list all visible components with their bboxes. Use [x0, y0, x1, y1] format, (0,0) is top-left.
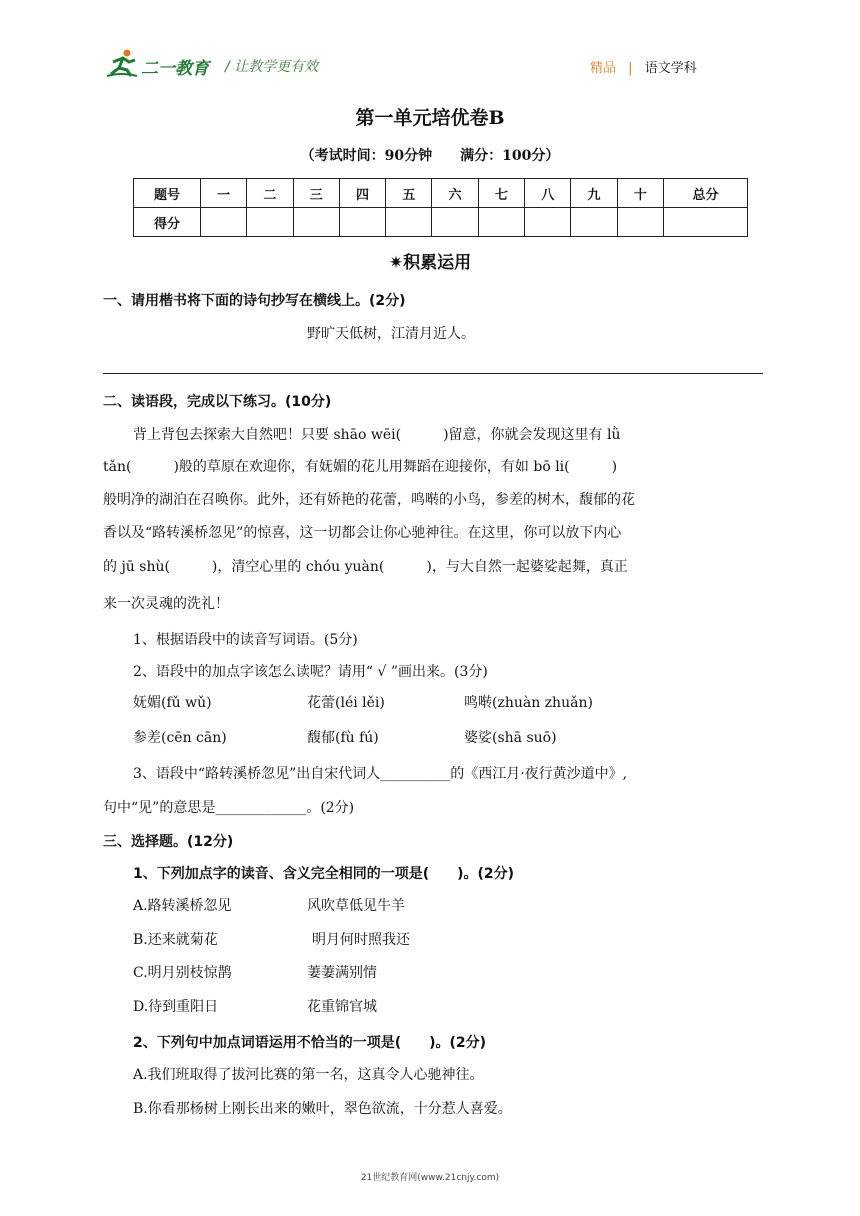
table-cell: 三 [293, 179, 339, 208]
mc-question-2: 2、下列句中加点词语运用不恰当的一项是( )。(2分) [133, 1035, 487, 1051]
score-input-cell[interactable] [293, 208, 339, 237]
header-separator: | [628, 61, 633, 76]
choice-item[interactable]: 鸣啭(zhuàn zhuǎn) [464, 695, 593, 711]
header-right [590, 57, 697, 76]
score-table-score-row [134, 208, 748, 237]
question-3-title: 三、选择题。(12分) [103, 834, 234, 850]
option-d-right: 花重锦官城 [307, 999, 377, 1015]
exam-info: （考试时间：90分钟 满分：100分） [300, 148, 560, 164]
logo [105, 48, 230, 80]
choice-item[interactable]: 花蕾(léi lěi) [307, 695, 385, 711]
table-cell: 六 [432, 179, 478, 208]
paragraph-line: 背上背包去探索大自然吧！只要 shāo wēi( )留意，你就会发现这里有 lǜ [133, 427, 621, 443]
choice-item[interactable]: 婆娑(shā suō) [464, 730, 557, 746]
choice-item[interactable]: 参差(cēn cān) [133, 730, 227, 746]
quality-label: 精品 [590, 61, 617, 76]
score-input-cell[interactable] [663, 208, 747, 237]
paragraph-line: tǎn( )般的草原在欢迎你，有妩媚的花儿用舞蹈在迎接你，有如 bō li( ) [103, 459, 618, 475]
choice-item[interactable]: 妩媚(fǔ wǔ) [133, 695, 212, 711]
table-cell: 八 [525, 179, 571, 208]
table-cell: 得分 [134, 208, 201, 237]
table-cell: 九 [571, 179, 617, 208]
table-cell: 二 [247, 179, 293, 208]
paragraph-line: 香以及“路转溪桥忽见”的惊喜，这一切都会让你心驰神往。在这里，你可以放下内心 [103, 525, 622, 541]
paragraph-line: 来一次灵魂的洗礼！ [103, 596, 229, 612]
option-a-right: 风吹草低见牛羊 [307, 898, 405, 914]
score-input-cell[interactable] [571, 208, 617, 237]
table-cell: 四 [339, 179, 385, 208]
sub-question-3-cont: 句中“见”的意思是_____________。(2分) [103, 800, 355, 816]
table-cell: 十 [617, 179, 663, 208]
option-b[interactable]: B.你看那杨树上刚长出来的嫩叶，翠色欲流，十分惹人喜爱。 [133, 1101, 512, 1117]
footer: 21世纪教育网(www.21cnjy.com) [360, 1173, 500, 1183]
option-c-right: 萋萋满别情 [307, 965, 377, 981]
option-a-left[interactable]: A.路转溪桥忽见 [133, 898, 232, 914]
option-a[interactable]: A.我们班取得了拔河比赛的第一名，这真令人心驰神往。 [133, 1067, 484, 1083]
table-cell: 题号 [134, 179, 201, 208]
sub-question-3: 3、语段中“路转溪桥忽见”出自宋代词人__________的《西江月·夜行黄沙道中》, [133, 766, 628, 782]
score-table [133, 178, 748, 237]
score-input-cell[interactable] [432, 208, 478, 237]
paragraph-line: 般明净的湖泊在召唤你。此外，还有娇艳的花蕾，鸣啭的小鸟，参差的树木，馥郁的花 [103, 492, 635, 508]
table-cell: 五 [386, 179, 432, 208]
section-heading: ✷积累运用 [388, 253, 472, 273]
score-input-cell[interactable] [478, 208, 524, 237]
runner-logo-icon [105, 48, 139, 78]
question-2-title: 二、读语段，完成以下练习。(10分) [103, 394, 332, 410]
score-table-header-row [134, 179, 748, 208]
sub-question-2: 2、语段中的加点字该怎么读呢？请用“ √ ”画出来。(3分) [133, 664, 488, 680]
question-1-title: 一、请用楷书将下面的诗句抄写在横线上。(2分) [103, 293, 406, 309]
answer-line[interactable] [103, 373, 763, 374]
score-input-cell[interactable] [247, 208, 293, 237]
score-input-cell[interactable] [339, 208, 385, 237]
score-input-cell[interactable] [201, 208, 247, 237]
table-cell: 总分 [663, 179, 747, 208]
table-cell: 一 [201, 179, 247, 208]
choice-item[interactable]: 馥郁(fù fú) [307, 730, 379, 746]
score-input-cell[interactable] [617, 208, 663, 237]
paragraph-line: 的 jū shù( )，清空心里的 chóu yuàn( )，与大自然一起婆娑起舞，真正 [103, 559, 628, 575]
option-c-left[interactable]: C.明月别枝惊鹊 [133, 965, 232, 981]
logo-text: 二一教育 [141, 59, 209, 79]
mc-question-1: 1、下列加点字的读音、含义完全相同的一项是( )。(2分) [133, 866, 515, 882]
score-input-cell[interactable] [525, 208, 571, 237]
option-b-left[interactable]: B.还来就菊花 [133, 932, 218, 948]
poem-line: 野旷天低树，江清月近人。 [307, 326, 475, 342]
sub-question-1: 1、根据语段中的读音写词语。(5分) [133, 632, 358, 648]
score-input-cell[interactable] [386, 208, 432, 237]
option-d-left[interactable]: D.待到重阳日 [133, 999, 219, 1015]
page-title: 第一单元培优卷B [355, 107, 505, 129]
table-cell: 七 [478, 179, 524, 208]
option-b-right: 明月何时照我还 [312, 932, 410, 948]
subject-label: 语文学科 [644, 61, 697, 76]
slogan: / 让教学更有效 [225, 59, 319, 75]
